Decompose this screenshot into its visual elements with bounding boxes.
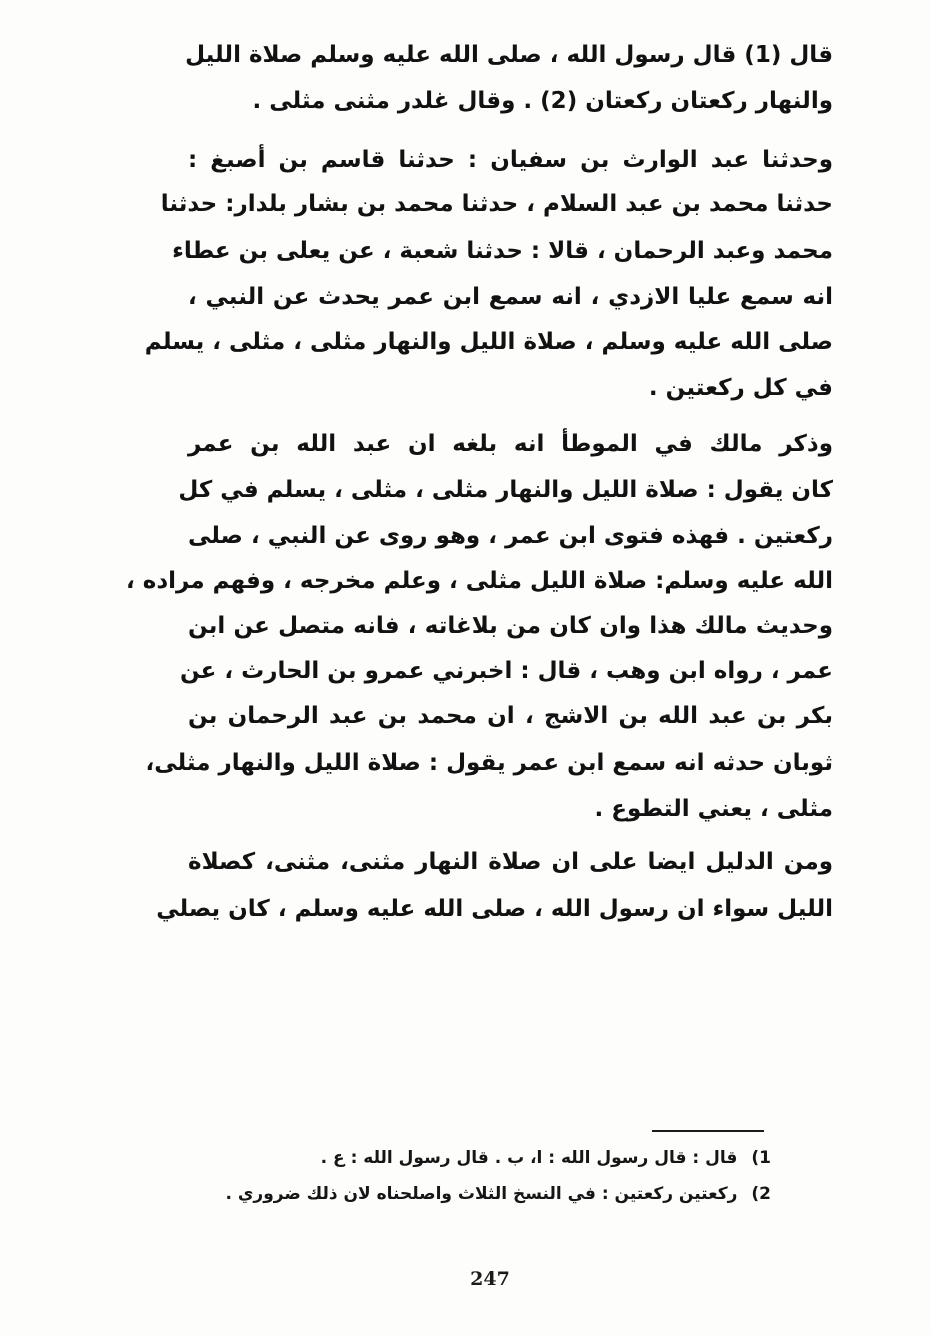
text-line: ركعتين . فهذه فتوى ابن عمر ، وهو روى عن النبي ، صلى — [188, 523, 833, 549]
text-line: في كل ركعتين . — [648, 375, 833, 401]
text-line: صلى الله عليه وسلم ، صلاة الليل والنهار مثلى ، مثلى ، يسلم — [144, 329, 833, 355]
text-line: عمر ، رواه ابن وهب ، قال : اخبرني عمرو بن الحارث ، عن — [179, 658, 833, 684]
text-line: محمد وعبد الرحمان ، قالا : حدثنا شعبة ، عن يعلى بن عطاء — [172, 238, 833, 264]
paragraph-start-line: ومن الدليل ايضا على ان صلاة النهار مثنى، مثنى، كصلاة — [188, 849, 833, 875]
footnote — [225, 1182, 771, 1206]
page-number: 247 — [470, 1268, 510, 1290]
footnote-text: ركعتين ركعتين : في النسخ الثلاث واصلحناه لان ذلك ضروري . — [225, 1184, 738, 1204]
footnote-separator — [652, 1130, 764, 1132]
text-line: الله عليه وسلم: صلاة الليل مثلى ، وعلم مخرجه ، وفهم مراده ، — [126, 568, 833, 594]
text-line: انه سمع عليا الازدي ، انه سمع ابن عمر يحدث عن النبي ، — [188, 284, 833, 310]
text-line: والنهار ركعتان ركعتان (2) . وقال غلدر مثنى مثلى . — [252, 88, 833, 114]
text-line: الليل سواء ان رسول الله ، صلى الله عليه وسلم ، كان يصلي — [156, 896, 833, 922]
text-line: كان يقول : صلاة الليل والنهار مثلى ، مثلى ، يسلم في كل — [178, 477, 833, 503]
text-line: بكر بن عبد الله بن الاشج ، ان محمد بن عبد الرحمان بن — [188, 703, 833, 729]
paragraph-start-line: وحدثنا عبد الوارث بن سفيان : حدثنا قاسم بن أصبغ : — [188, 147, 833, 173]
text-line: ثوبان حدثه انه سمع ابن عمر يقول : صلاة الليل والنهار مثلى، — [145, 750, 833, 776]
text-line: مثلى ، يعني التطوع . — [594, 796, 833, 822]
footnote-number: 2) — [751, 1184, 771, 1204]
text-line: قال (1) قال رسول الله ، صلى الله عليه وسلم صلاة الليل — [185, 42, 833, 68]
text-line: وحديث مالك هذا وان كان من بلاغاته ، فانه متصل عن ابن — [188, 613, 833, 639]
footnote-number: 1) — [751, 1148, 771, 1168]
text-line: حدثنا محمد بن عبد السلام ، حدثنا محمد بن بشار بلدار: حدثنا — [160, 191, 833, 217]
footnote-text: قال : قال رسول الله : ا، ب . قال رسول الله : ع . — [320, 1148, 738, 1168]
footnote — [321, 1146, 771, 1170]
paragraph-start-line: وذكر مالك في الموطأ انه بلغه ان عبد الله بن عمر — [188, 431, 833, 457]
